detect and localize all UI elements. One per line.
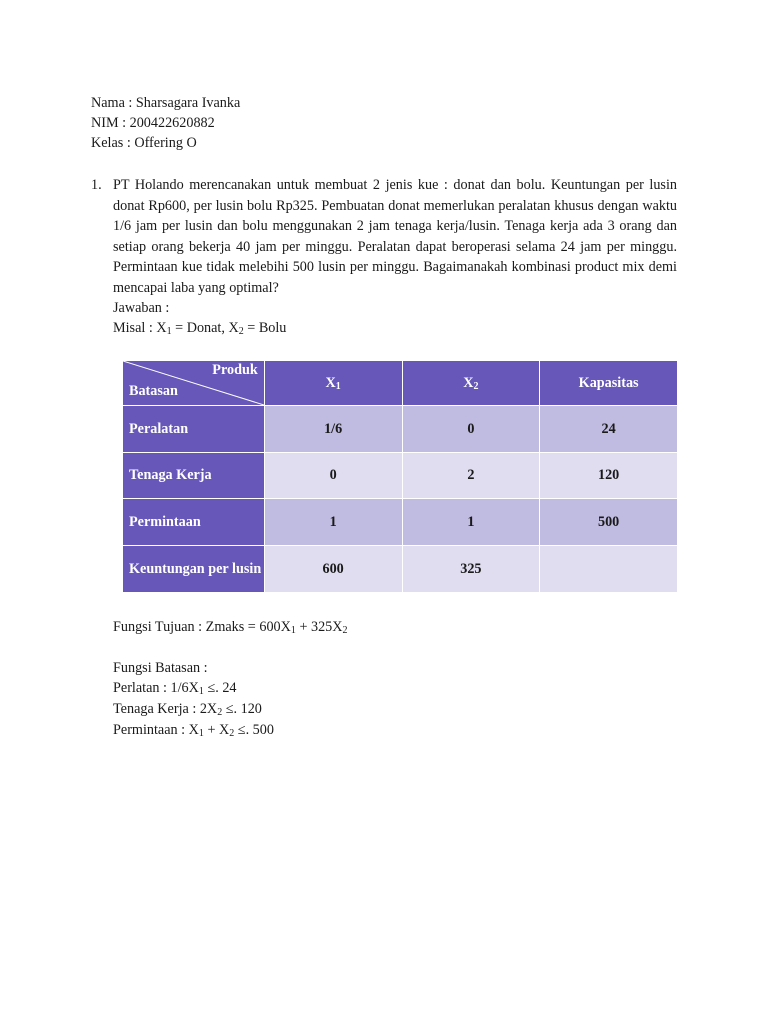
- variable-definition: Misal : $X_1$ = Donat, $X_2$ = Bolu: [113, 320, 287, 337]
- cell-kapasitas: 24: [540, 406, 678, 453]
- cell-x1: 1/6: [264, 406, 402, 453]
- cell-x1: 0: [264, 453, 402, 499]
- constraint-permintaan: Permintaan : $X_1 + X_2$ ≤. 500: [113, 722, 274, 739]
- table-row: [123, 453, 678, 499]
- constraint-tenaga-kerja: Tenaga Kerja : $2X_2$ ≤. 120: [113, 701, 262, 718]
- table-header-row: [123, 361, 678, 406]
- corner-bottom-label: Batasan: [129, 383, 178, 399]
- header-x1: $X_1$: [264, 361, 402, 406]
- header-x2: $X_2$: [402, 361, 540, 406]
- cell-kapasitas: 500: [540, 499, 678, 546]
- student-nim: NIM : 200422620882: [91, 115, 215, 131]
- student-class: Kelas : Offering O: [91, 135, 197, 151]
- objective-function: Fungsi Tujuan : Zmaks = $600X_1 + 325X_2$: [113, 619, 348, 636]
- table-row: [123, 499, 678, 546]
- capacity-table: [122, 360, 678, 593]
- question-text: PT Holando merencanakan untuk membuat 2 jenis kue : donat dan bolu. Keuntungan per lusin donat Rp600, per lusin bolu Rp325. Pembuatan donat memerlukan peralatan khusus dengan waktu 1/6 jam per lusin dan bolu menggunakan 2 jam tenaga kerja/lusin. Tenaga kerja ada 3 orang dan setiap orang bekerja 40 jam per minggu. Peralatan dapat beroperasi selama 24 jam per minggu. Permintaan kue tidak melebihi 500 lusin per minggu. Bagaimanakah kombinasi product mix demi mencapai laba yang optimal?: [113, 177, 677, 296]
- corner-top-label: Produk: [212, 362, 258, 378]
- cell-x2: 0: [402, 406, 540, 453]
- constraint-peralatan: Perlatan : $1/6X_1$ ≤. 24: [113, 680, 237, 697]
- cell-x1: 1: [264, 499, 402, 546]
- row-label: Tenaga Kerja: [123, 453, 265, 499]
- cell-x1: 600: [264, 546, 402, 593]
- row-label: Peralatan: [123, 406, 265, 453]
- header-kapasitas: Kapasitas: [540, 361, 678, 406]
- corner-header-cell: [123, 361, 265, 406]
- row-label: Permintaan: [123, 499, 265, 546]
- table-row: [123, 406, 678, 453]
- cell-kapasitas: [540, 546, 678, 593]
- table-row: [123, 546, 678, 593]
- row-label: Keuntungan per lusin: [123, 546, 265, 593]
- question-number: 1.: [91, 177, 102, 193]
- cell-x2: 325: [402, 546, 540, 593]
- cell-x2: 1: [402, 499, 540, 546]
- student-name: Nama : Sharsagara Ivanka: [91, 95, 241, 111]
- cell-x2: 2: [402, 453, 540, 499]
- cell-kapasitas: 120: [540, 453, 678, 499]
- answer-label: Jawaban :: [113, 300, 170, 316]
- constraints-title: Fungsi Batasan :: [113, 660, 208, 676]
